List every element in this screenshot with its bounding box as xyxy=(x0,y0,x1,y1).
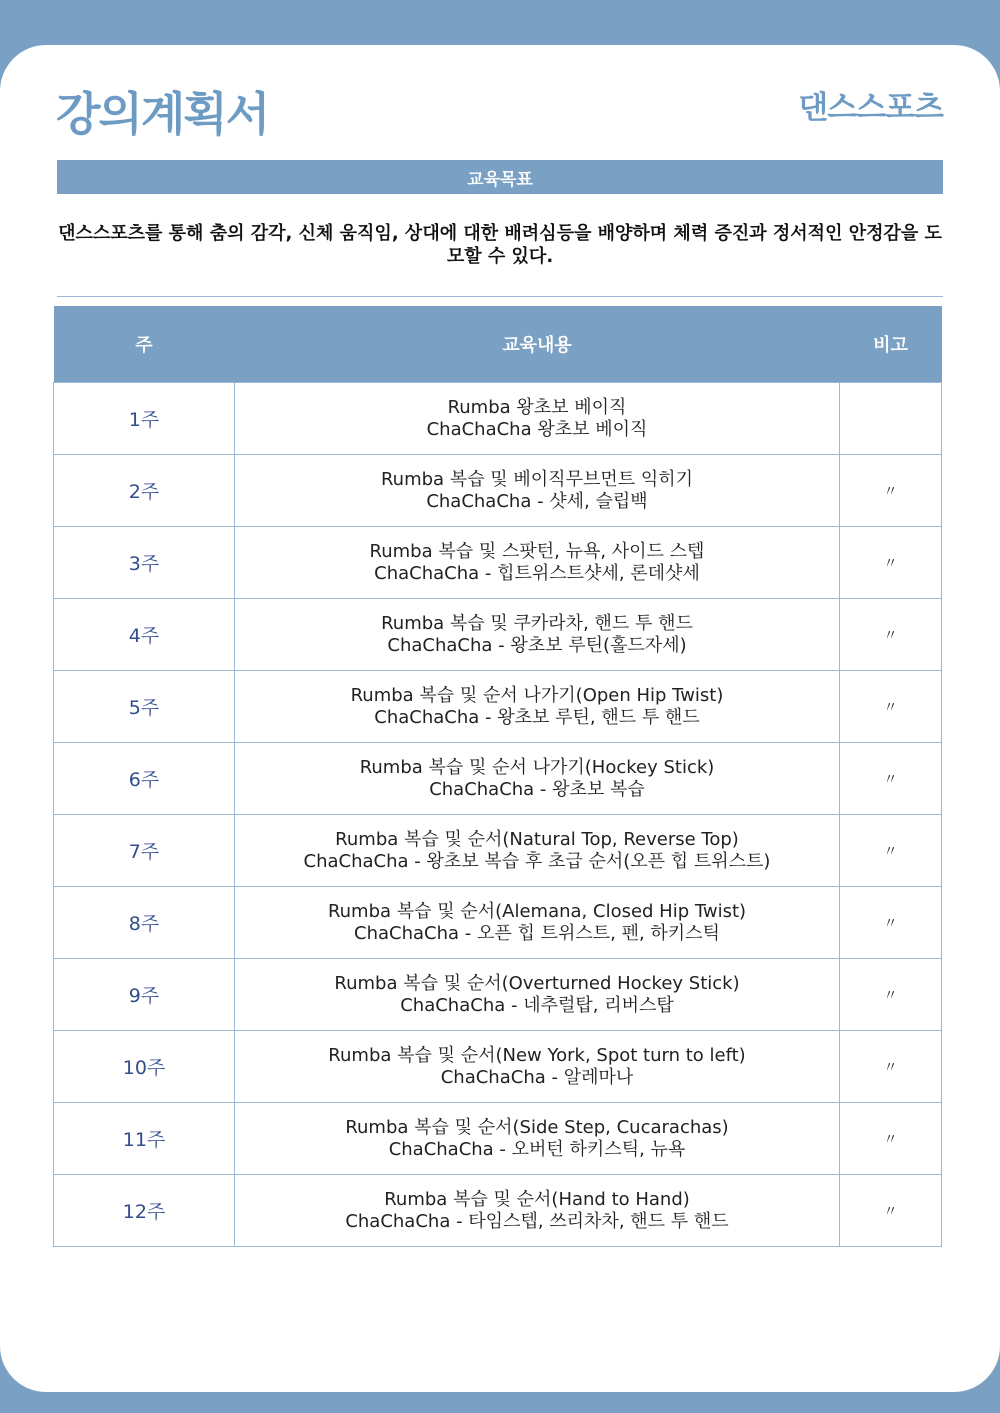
content-line-chachacha: ChaChaCha - 오버턴 하키스틱, 뉴욕 xyxy=(388,1138,686,1160)
week-cell: 9주 xyxy=(54,959,235,1031)
table-row xyxy=(54,959,942,1031)
content-line-rumba: Rumba 복습 및 순서(Alemana, Closed Hip Twist) xyxy=(327,900,747,922)
content-cell xyxy=(235,743,840,815)
note-cell: 〃 xyxy=(840,1103,942,1175)
table-row xyxy=(54,671,942,743)
table-row xyxy=(54,887,942,959)
table-row xyxy=(54,1103,942,1175)
table-row xyxy=(54,1175,942,1247)
section-divider xyxy=(57,296,943,297)
content-line-rumba: Rumba 복습 및 순서 나가기(Hockey Stick) xyxy=(359,756,715,778)
content-line-chachacha: ChaChaCha - 왕초보 복습 후 초급 순서(오픈 힙 트위스트) xyxy=(303,850,771,872)
content-cell xyxy=(235,1103,840,1175)
content-line-rumba: Rumba 복습 및 순서(Natural Top, Reverse Top) xyxy=(335,828,739,850)
content-cell xyxy=(235,887,840,959)
note-cell xyxy=(840,383,942,455)
note-cell: 〃 xyxy=(840,671,942,743)
week-cell: 5주 xyxy=(54,671,235,743)
note-cell: 〃 xyxy=(840,455,942,527)
content-line-rumba: Rumba 왕초보 베이직 xyxy=(447,396,627,418)
note-cell: 〃 xyxy=(840,1031,942,1103)
table-row xyxy=(54,455,942,527)
week-cell: 11주 xyxy=(54,1103,235,1175)
content-line-chachacha: ChaChaCha - 오픈 힙 트위스트, 펜, 하키스틱 xyxy=(354,922,720,944)
content-line-chachacha: ChaChaCha - 알레마나 xyxy=(440,1066,634,1088)
content-cell xyxy=(235,527,840,599)
content-line-chachacha: ChaChaCha - 힙트위스트샷세, 론데샷세 xyxy=(374,562,700,584)
note-cell: 〃 xyxy=(840,1175,942,1247)
note-cell: 〃 xyxy=(840,527,942,599)
week-cell: 3주 xyxy=(54,527,235,599)
week-cell: 12주 xyxy=(54,1175,235,1247)
table-row xyxy=(54,1031,942,1103)
header-note: 비고 xyxy=(840,306,942,383)
content-line-rumba: Rumba 복습 및 순서(Hand to Hand) xyxy=(384,1188,690,1210)
page-title: 강의계획서 xyxy=(56,87,269,141)
content-line-rumba: Rumba 복습 및 쿠카라차, 핸드 투 핸드 xyxy=(381,612,693,634)
content-cell xyxy=(235,599,840,671)
week-cell: 6주 xyxy=(54,743,235,815)
content-line-chachacha: ChaChaCha - 타임스텝, 쓰리차차, 핸드 투 핸드 xyxy=(345,1210,729,1232)
note-cell: 〃 xyxy=(840,743,942,815)
content-cell xyxy=(235,815,840,887)
content-line-rumba: Rumba 복습 및 순서(Side Step, Cucarachas) xyxy=(345,1116,729,1138)
table-header-row xyxy=(54,306,942,383)
content-cell xyxy=(235,1031,840,1103)
header-week: 주 xyxy=(54,306,235,383)
note-cell: 〃 xyxy=(840,959,942,1031)
table-row xyxy=(54,599,942,671)
week-cell: 2주 xyxy=(54,455,235,527)
week-cell: 8주 xyxy=(54,887,235,959)
lesson-plan-table xyxy=(53,306,942,1247)
note-cell: 〃 xyxy=(840,815,942,887)
table-row xyxy=(54,383,942,455)
goal-text: 댄스스포츠를 통해 춤의 감각, 신체 움직임, 상대에 대한 배려심등을 배양하며 체력 증진과 정서적인 안정감을 도모할 수 있다. xyxy=(58,223,942,267)
content-line-rumba: Rumba 복습 및 순서 나가기(Open Hip Twist) xyxy=(350,684,724,706)
goal-heading-bar xyxy=(57,160,943,194)
week-cell: 7주 xyxy=(54,815,235,887)
week-cell: 1주 xyxy=(54,383,235,455)
content-line-chachacha: ChaChaCha - 왕초보 루틴, 핸드 투 핸드 xyxy=(374,706,700,728)
note-cell: 〃 xyxy=(840,599,942,671)
content-line-chachacha: ChaChaCha 왕초보 베이직 xyxy=(426,418,648,440)
content-cell xyxy=(235,671,840,743)
content-line-rumba: Rumba 복습 및 순서(New York, Spot turn to left) xyxy=(328,1044,746,1066)
course-brand: 댄스스포츠 xyxy=(798,90,943,126)
table-row xyxy=(54,743,942,815)
content-cell xyxy=(235,959,840,1031)
content-line-rumba: Rumba 복습 및 베이직무브먼트 익히기 xyxy=(380,468,694,490)
note-cell: 〃 xyxy=(840,887,942,959)
content-line-rumba: Rumba 복습 및 순서(Overturned Hockey Stick) xyxy=(334,972,740,994)
table-row xyxy=(54,815,942,887)
content-line-chachacha: ChaChaCha - 왕초보 루틴(홀드자세) xyxy=(387,634,687,656)
content-cell xyxy=(235,1175,840,1247)
content-line-rumba: Rumba 복습 및 스팟턴, 뉴욕, 사이드 스텝 xyxy=(369,540,705,562)
content-line-chachacha: ChaChaCha - 샷세, 슬립백 xyxy=(426,490,648,512)
content-cell xyxy=(235,455,840,527)
week-cell: 10주 xyxy=(54,1031,235,1103)
week-cell: 4주 xyxy=(54,599,235,671)
goal-heading: 교육목표 xyxy=(467,169,533,190)
content-line-chachacha: ChaChaCha - 네추럴탑, 리버스탑 xyxy=(400,994,674,1016)
header-content: 교육내용 xyxy=(235,306,840,383)
content-line-chachacha: ChaChaCha - 왕초보 복습 xyxy=(429,778,645,800)
content-cell xyxy=(235,383,840,455)
table-row xyxy=(54,527,942,599)
